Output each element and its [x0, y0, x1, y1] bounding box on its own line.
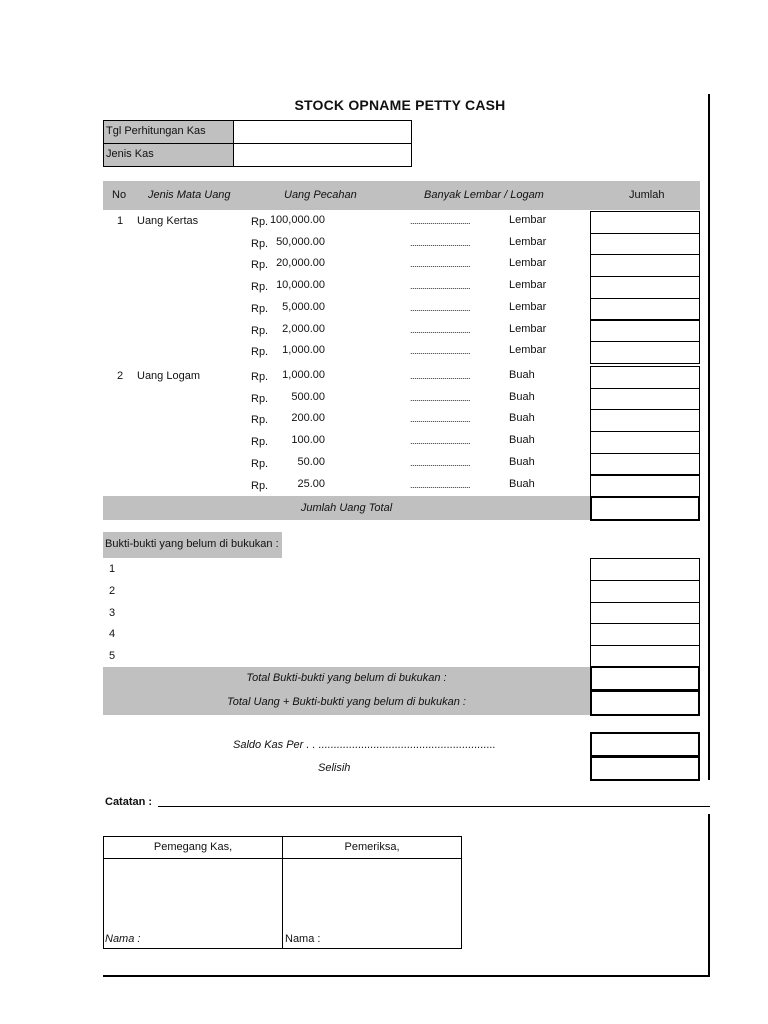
currency-prefix: Rp.	[251, 237, 269, 250]
signature-area-pemegang[interactable]	[103, 858, 283, 949]
header-no: No	[112, 189, 127, 201]
currency-prefix: Rp.	[251, 436, 269, 449]
bukti-item-number: 2	[109, 584, 116, 597]
count-input-dots[interactable]: ..............................	[410, 392, 471, 403]
unit-label: Buah	[509, 412, 535, 425]
header-banyak: Banyak Lembar / Logam	[424, 189, 544, 201]
jumlah-field[interactable]	[590, 366, 700, 389]
signature-nama-pemegang: Nama :	[105, 933, 141, 945]
denomination-value: 500.00	[291, 390, 325, 403]
total-bukti-label: Total Bukti-bukti yang belum di bukukan :	[246, 672, 447, 684]
jumlah-field[interactable]	[590, 431, 700, 454]
group-label: Uang Kertas	[137, 215, 199, 227]
unit-label: Lembar	[509, 300, 547, 313]
signature-title-pemegang: Pemegang Kas,	[153, 841, 233, 853]
total-bukti-field[interactable]	[590, 666, 700, 691]
unit-label: Buah	[509, 390, 535, 403]
bukti-item-number: 5	[109, 650, 116, 663]
catatan-line[interactable]	[158, 806, 710, 807]
saldo-field[interactable]	[590, 732, 700, 757]
currency-prefix: Rp.	[251, 414, 269, 427]
unit-label: Buah	[509, 477, 535, 490]
header-pecahan: Uang Pecahan	[284, 189, 357, 201]
count-input-dots[interactable]: ..............................	[410, 479, 471, 490]
count-input-dots[interactable]: ..............................	[410, 457, 471, 468]
jumlah-field[interactable]	[590, 341, 700, 364]
denomination-value: 100.00	[291, 434, 325, 447]
unit-label: Lembar	[509, 322, 547, 335]
signature-header-pemegang	[103, 836, 283, 859]
bukti-amount-field[interactable]	[590, 580, 700, 603]
denomination-value: 100,000.00	[269, 214, 325, 226]
jenis-label: Jenis Kas	[106, 148, 154, 160]
count-input-dots[interactable]: ..............................	[410, 216, 471, 226]
jumlah-field[interactable]	[590, 320, 700, 343]
currency-prefix: Rp.	[251, 371, 269, 383]
count-input-dots[interactable]: ..............................	[410, 346, 471, 357]
jumlah-field[interactable]	[590, 453, 700, 476]
jumlah-field[interactable]	[590, 233, 700, 256]
unit-label: Buah	[509, 434, 535, 447]
currency-prefix: Rp.	[251, 457, 269, 470]
catatan-label: Catatan :	[105, 796, 153, 808]
page-title: STOCK OPNAME PETTY CASH	[294, 97, 506, 113]
count-input-dots[interactable]: ..............................	[410, 436, 471, 447]
denomination-value: 1,000.00	[282, 369, 325, 381]
jumlah-field[interactable]	[590, 254, 700, 277]
group-number: 2	[117, 370, 124, 382]
currency-prefix: Rp.	[251, 346, 269, 359]
denomination-value: 2,000.00	[282, 322, 325, 335]
denomination-value: 200.00	[291, 412, 325, 425]
header-jenis: Jenis Mata Uang	[148, 189, 231, 201]
count-input-dots[interactable]: ..............................	[410, 371, 471, 381]
count-input-dots[interactable]: ..............................	[410, 302, 471, 313]
bukti-amount-field[interactable]	[590, 602, 700, 625]
bukti-item-number: 1	[109, 563, 116, 575]
denomination-value: 50.00	[297, 455, 325, 468]
jumlah-field[interactable]	[590, 388, 700, 411]
unit-label: Buah	[509, 455, 535, 468]
jumlah-field[interactable]	[590, 475, 700, 498]
signature-area-pemeriksa[interactable]	[282, 858, 462, 949]
denomination-value: 5,000.00	[282, 300, 325, 313]
currency-prefix: Rp.	[251, 392, 269, 405]
currency-prefix: Rp.	[251, 259, 269, 272]
currency-prefix: Rp.	[251, 479, 269, 492]
denomination-value: 10,000.00	[276, 279, 325, 292]
currency-prefix: Rp.	[251, 216, 269, 228]
tgl-input-field[interactable]	[233, 120, 412, 144]
bukti-amount-field[interactable]	[590, 623, 700, 646]
selisih-label: Selisih	[318, 762, 351, 774]
tgl-label-cell	[103, 120, 234, 144]
jumlah-total-label: Jumlah Uang Total	[300, 502, 393, 514]
bukti-amount-field[interactable]	[590, 645, 700, 668]
unit-label: Lembar	[509, 257, 547, 270]
unit-label: Lembar	[509, 279, 547, 292]
group-number: 1	[117, 215, 124, 227]
right-border-top	[708, 94, 710, 780]
bottom-line	[103, 975, 710, 977]
count-input-dots[interactable]: ..............................	[410, 259, 471, 270]
jumlah-total-field[interactable]	[590, 496, 700, 521]
signature-header-pemeriksa	[282, 836, 462, 859]
denomination-value: 20,000.00	[276, 257, 325, 270]
grand-total-field[interactable]	[590, 690, 700, 716]
grand-total-label: Total Uang + Bukti-bukti yang belum di bukukan :	[227, 696, 466, 708]
unit-label: Lembar	[509, 214, 547, 226]
currency-prefix: Rp.	[251, 302, 269, 315]
saldo-label: Saldo Kas Per . . ..........................................................	[233, 739, 496, 751]
currency-prefix: Rp.	[251, 324, 269, 337]
bukti-amount-field[interactable]	[590, 558, 700, 581]
tgl-label: Tgl Perhitungan Kas	[106, 125, 206, 137]
count-input-dots[interactable]: ..............................	[410, 414, 471, 425]
signature-nama-pemeriksa: Nama :	[285, 933, 321, 945]
bukti-item-number: 3	[109, 606, 116, 619]
currency-prefix: Rp.	[251, 281, 269, 294]
denomination-value: 1,000.00	[282, 344, 325, 357]
jumlah-field[interactable]	[590, 409, 700, 432]
right-border-bottom	[708, 814, 710, 976]
bukti-item-number: 4	[109, 628, 116, 641]
count-input-dots[interactable]: ..............................	[410, 237, 471, 248]
selisih-field[interactable]	[590, 756, 700, 781]
denomination-value: 50,000.00	[276, 235, 325, 248]
count-input-dots[interactable]: ..............................	[410, 281, 471, 292]
jumlah-field[interactable]	[590, 298, 700, 321]
header-jumlah: Jumlah	[629, 189, 665, 201]
unit-label: Lembar	[509, 344, 547, 357]
unit-label: Lembar	[509, 235, 547, 248]
bukti-heading: Bukti-bukti yang belum di bukukan :	[103, 532, 282, 558]
jenis-input-field[interactable]	[233, 143, 412, 167]
group-label: Uang Logam	[137, 370, 200, 382]
jenis-label-cell	[103, 143, 234, 167]
signature-title-pemeriksa: Pemeriksa,	[344, 841, 400, 853]
count-input-dots[interactable]: ..............................	[410, 324, 471, 335]
denomination-value: 25.00	[297, 477, 325, 490]
unit-label: Buah	[509, 369, 535, 381]
jumlah-field[interactable]	[590, 211, 700, 234]
jumlah-field[interactable]	[590, 276, 700, 299]
